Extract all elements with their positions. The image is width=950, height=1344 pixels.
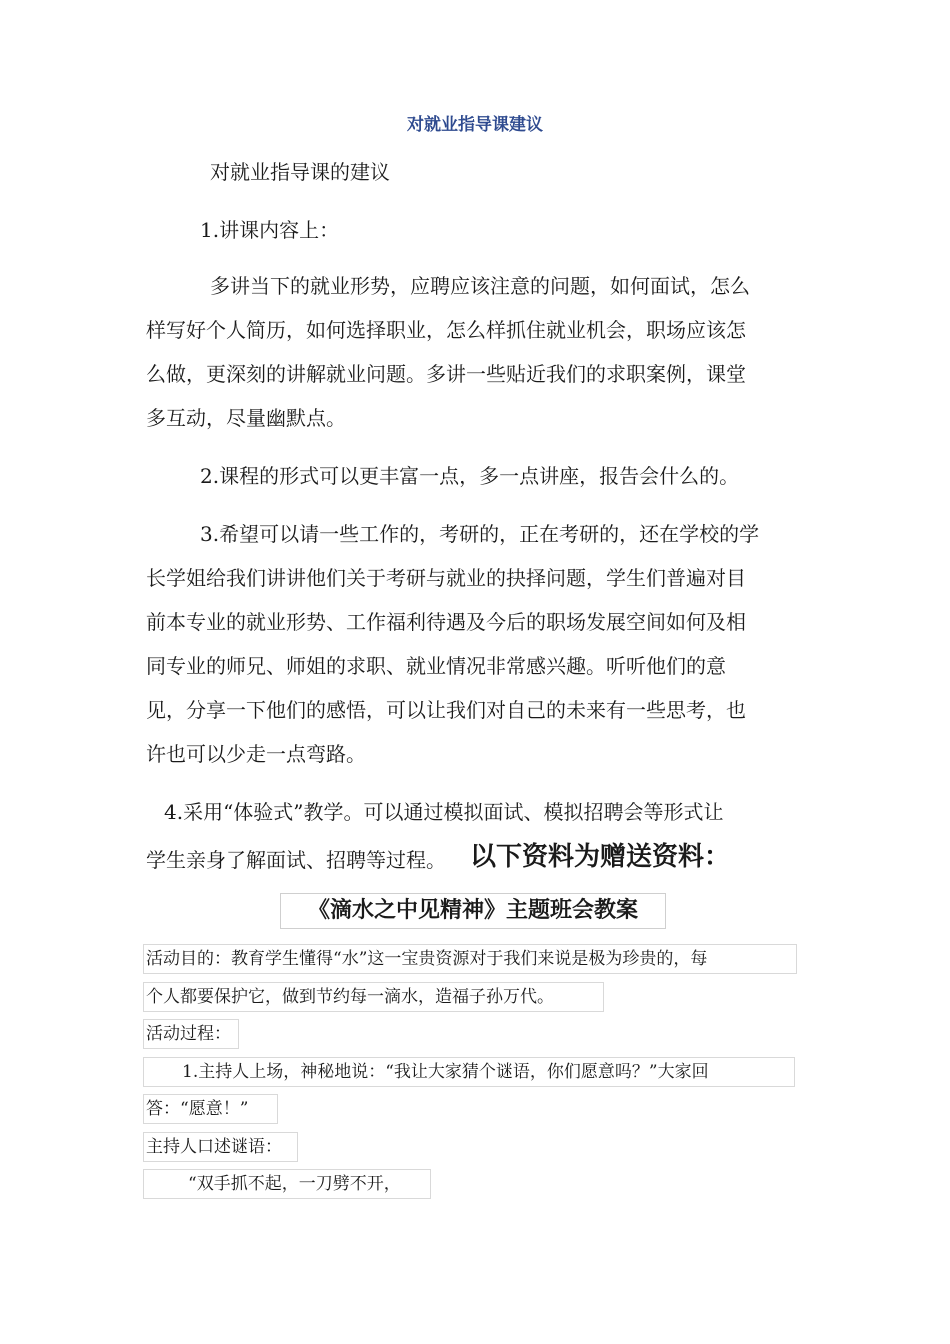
- item1-line-3: 么做，更深刻的讲解就业问题。多讲一些贴近我们的求职案例，课堂: [146, 362, 746, 386]
- item1-line-2: 样写好个人简历，如何选择职业，怎么样抓住就业机会，职场应该怎: [146, 318, 746, 342]
- item1-line-1: 多讲当下的就业形势，应聘应该注意的问题，如何面试，怎么: [210, 274, 750, 298]
- item3-line-6: 许也可以少走一点弯路。: [146, 742, 366, 766]
- item2-text: 2.课程的形式可以更丰富一点，多一点讲座，报告会什么的。: [200, 464, 740, 488]
- goal-line-1: 活动目的：教育学生懂得“水”这一宝贵资源对于我们来说是极为珍贵的，每: [143, 944, 797, 974]
- lesson-plan-title: 《滴水之中见精神》主题班会教案: [280, 893, 666, 929]
- item4-line-1: 4.采用“体验式”教学。可以通过模拟面试、模拟招聘会等形式让: [164, 800, 724, 824]
- riddle-label: 主持人口述谜语：: [143, 1132, 298, 1162]
- step1-line-2: 答：“愿意！”: [143, 1094, 278, 1124]
- process-label: 活动过程：: [143, 1019, 239, 1049]
- document-title: 对就业指导课建议: [407, 115, 543, 135]
- item1-line-4: 多互动，尽量幽默点。: [146, 406, 346, 430]
- step1-line-1: 1.主持人上场，神秘地说：“我让大家猜个谜语，你们愿意吗？”大家回: [143, 1057, 795, 1087]
- item3-line-5: 见，分享一下他们的感悟，可以让我们对自己的未来有一些思考，也: [146, 698, 746, 722]
- item1-label: 1.讲课内容上：: [200, 218, 340, 242]
- gift-notice: 以下资料为赠送资料：: [470, 842, 731, 872]
- section-heading: 对就业指导课的建议: [210, 160, 390, 184]
- goal-line-2: 个人都要保护它，做到节约每一滴水，造福子孙万代。: [143, 982, 604, 1012]
- item3-line-3: 前本专业的就业形势、工作福利待遇及今后的职场发展空间如何及相: [146, 610, 746, 634]
- item3-line-2: 长学姐给我们讲讲他们关于考研与就业的抉择问题，学生们普遍对目: [146, 566, 746, 590]
- item3-line-4: 同专业的师兄、师姐的求职、就业情况非常感兴趣。听听他们的意: [146, 654, 726, 678]
- item3-line-1: 3.希望可以请一些工作的，考研的，正在考研的，还在学校的学: [200, 522, 760, 546]
- item4-line-2: 学生亲身了解面试、招聘等过程。: [146, 848, 446, 872]
- riddle-line: “双手抓不起，一刀劈不开，: [143, 1169, 431, 1199]
